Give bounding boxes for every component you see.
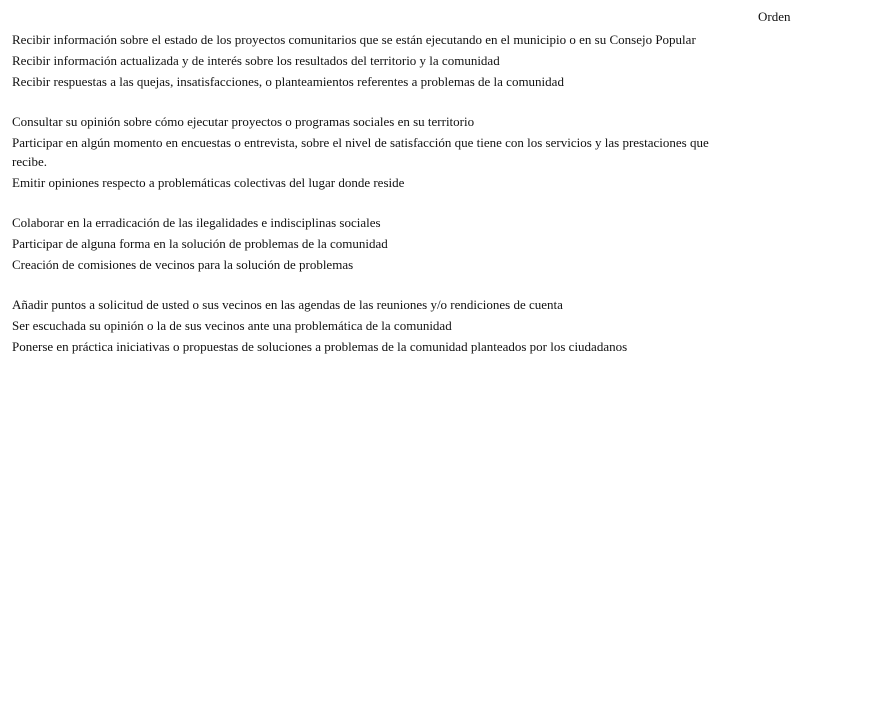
- list-item: Recibir información actualizada y de interés sobre los resultados del territorio y la comunidad: [12, 53, 500, 68]
- list-item: Añadir puntos a solicitud de usted o sus vecinos en las agendas de las reuniones y/o rendiciones de cuenta: [12, 297, 563, 312]
- item-list: [12, 30, 724, 356]
- list-item: Ser escuchada su opinión o la de sus vecinos ante una problemática de la comunidad: [12, 318, 452, 333]
- list-item: Ponerse en práctica iniciativas o propuestas de soluciones a problemas de la comunidad planteados por los ciudadanos: [12, 339, 628, 354]
- list-item: Participar de alguna forma en la solución de problemas de la comunidad: [12, 236, 388, 251]
- list-item: Consultar su opinión sobre cómo ejecutar proyectos o programas sociales en su territorio: [12, 114, 475, 129]
- list-item: Emitir opiniones respecto a problemáticas colectivas del lugar donde reside: [12, 175, 405, 190]
- list-item: Recibir información sobre el estado de los proyectos comunitarios que se están ejecutando en el municipio o en su Consejo Popular: [12, 32, 696, 47]
- item-group-1: [12, 30, 724, 91]
- list-item: Participar en algún momento en encuestas o entrevista, sobre el nivel de satisfacción que tiene con los servicios y las prestaciones que recibe.: [12, 135, 709, 169]
- column-header-orden: Orden: [758, 9, 791, 24]
- item-group-4: [12, 295, 724, 356]
- list-item: Colaborar en la erradicación de las ilegalidades e indisciplinas sociales: [12, 215, 381, 230]
- item-group-3: [12, 213, 724, 274]
- item-group-2: [12, 112, 724, 192]
- list-item: Recibir respuestas a las quejas, insatisfacciones, o planteamientos referentes a problemas de la comunidad: [12, 74, 564, 89]
- list-item: Creación de comisiones de vecinos para la solución de problemas: [12, 257, 354, 272]
